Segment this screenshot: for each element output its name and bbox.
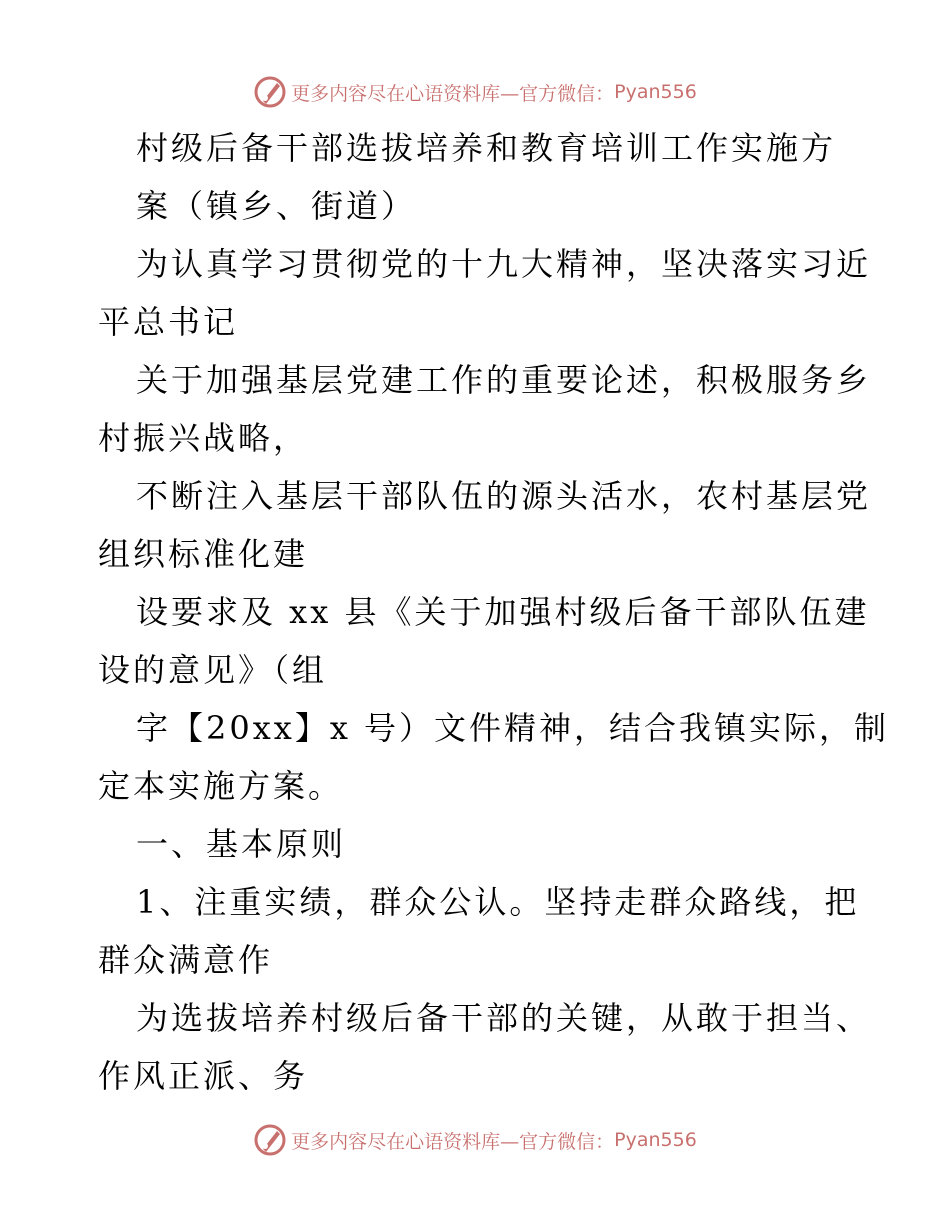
footer-watermark xyxy=(0,1120,950,1160)
text-line: 组织标准化建 xyxy=(98,535,309,573)
pen-circle-logo-icon xyxy=(253,75,287,109)
text-line: 设的意见》（组 xyxy=(98,651,328,689)
text-line: 为认真学习贯彻党的十九大精神，坚决落实习近 xyxy=(136,245,872,283)
watermark-text: 更多内容尽在心语资料库—官方微信： xyxy=(291,1130,615,1153)
text-line: 字【20xx】x 号）文件精神，结合我镇实际，制 xyxy=(136,709,890,747)
text-line: 群众满意作 xyxy=(98,941,274,979)
text-line: 村振兴战略， xyxy=(98,419,309,457)
text-line: 1、注重实绩，群众公认。坚持走群众路线，把 xyxy=(136,883,860,921)
text-line: 为选拔培养村级后备干部的关键，从敢于担当、 xyxy=(136,999,872,1037)
pen-circle-logo-icon xyxy=(253,1123,287,1157)
watermark-id: Pyan556 xyxy=(614,81,697,103)
text-line: 设要求及 xx 县《关于加强村级后备干部队伍建 xyxy=(136,593,870,631)
header-watermark xyxy=(0,72,950,112)
text-line: 定本实施方案。 xyxy=(98,767,344,805)
text-line: 案（镇乡、街道） xyxy=(136,187,417,225)
watermark-text: 更多内容尽在心语资料库—官方微信： xyxy=(291,82,615,105)
text-line: 关于加强基层党建工作的重要论述，积极服务乡 xyxy=(136,361,872,399)
text-line: 平总书记 xyxy=(98,303,239,341)
text-line: 不断注入基层干部队伍的源头活水，农村基层党 xyxy=(136,477,872,515)
section-heading: 一、基本原则 xyxy=(136,825,347,863)
text-line: 村级后备干部选拔培养和教育培训工作实施方 xyxy=(136,129,837,167)
watermark-id: Pyan556 xyxy=(614,1129,697,1151)
text-line: 作风正派、务 xyxy=(98,1057,309,1095)
